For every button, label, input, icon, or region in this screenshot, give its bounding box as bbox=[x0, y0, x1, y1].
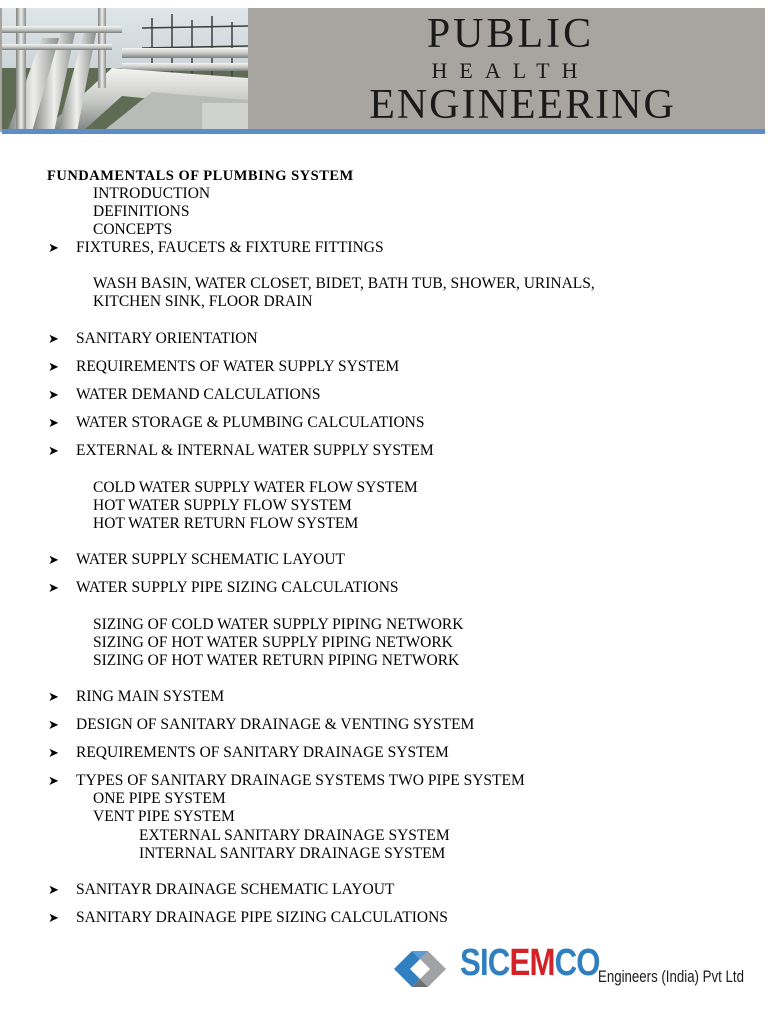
sub-sub-item: EXTERNAL SANITARY DRAINAGE SYSTEM bbox=[139, 827, 450, 844]
sub-item: HOT WATER RETURN FLOW SYSTEM bbox=[93, 515, 359, 532]
list-item: SANITAYR DRAINAGE SCHEMATIC LAYOUT bbox=[76, 881, 395, 898]
section-heading: FUNDAMENTALS OF PLUMBING SYSTEM bbox=[47, 168, 354, 184]
list-item: SANITARY DRAINAGE PIPE SIZING CALCULATIONS bbox=[76, 909, 448, 926]
arrowhead-bullet-icon: ➤ bbox=[48, 745, 59, 760]
logo-wordmark-co: CO bbox=[554, 942, 600, 984]
list-item: WATER DEMAND CALCULATIONS bbox=[76, 386, 321, 403]
arrowhead-bullet-icon: ➤ bbox=[48, 910, 59, 925]
logo-subtitle: Engineers (India) Pvt Ltd bbox=[598, 967, 744, 986]
list-item: EXTERNAL & INTERNAL WATER SUPPLY SYSTEM bbox=[76, 442, 434, 459]
sub-item: SIZING OF HOT WATER SUPPLY PIPING NETWORK bbox=[93, 634, 453, 651]
arrowhead-bullet-icon: ➤ bbox=[48, 240, 59, 255]
sub-item: SIZING OF COLD WATER SUPPLY PIPING NETWORK bbox=[93, 616, 464, 633]
sub-item: COLD WATER SUPPLY WATER FLOW SYSTEM bbox=[93, 479, 418, 496]
list-item: RING MAIN SYSTEM bbox=[76, 688, 225, 705]
arrowhead-bullet-icon: ➤ bbox=[48, 689, 59, 704]
sub-item: ONE PIPE SYSTEM bbox=[93, 790, 226, 807]
list-item: REQUIREMENTS OF SANITARY DRAINAGE SYSTEM bbox=[76, 744, 449, 761]
list-item: DESIGN OF SANITARY DRAINAGE & VENTING SYSTEM bbox=[76, 716, 475, 733]
intro-item: DEFINITIONS bbox=[93, 203, 190, 220]
sub-item: KITCHEN SINK, FLOOR DRAIN bbox=[93, 293, 313, 310]
list-item: FIXTURES, FAUCETS & FIXTURE FITTINGS bbox=[76, 239, 384, 256]
intro-item: CONCEPTS bbox=[93, 221, 173, 238]
title-public: PUBLIC bbox=[426, 11, 595, 57]
arrowhead-bullet-icon: ➤ bbox=[48, 387, 59, 402]
sub-item: SIZING OF HOT WATER RETURN PIPING NETWORK bbox=[93, 652, 460, 669]
arrowhead-bullet-icon: ➤ bbox=[48, 580, 59, 595]
list-item: WATER SUPPLY PIPE SIZING CALCULATIONS bbox=[76, 579, 399, 596]
arrowhead-bullet-icon: ➤ bbox=[48, 882, 59, 897]
sub-item: HOT WATER SUPPLY FLOW SYSTEM bbox=[93, 497, 352, 514]
title-health: HEALTH bbox=[431, 58, 590, 83]
logo-wordmark-em: EM bbox=[509, 942, 555, 984]
company-logo bbox=[392, 940, 744, 1000]
list-item: WATER SUPPLY SCHEMATIC LAYOUT bbox=[76, 551, 346, 568]
arrowhead-bullet-icon: ➤ bbox=[48, 359, 59, 374]
sub-sub-item: INTERNAL SANITARY DRAINAGE SYSTEM bbox=[139, 845, 446, 862]
logo-mark-icon bbox=[392, 944, 448, 994]
arrowhead-bullet-icon: ➤ bbox=[48, 331, 59, 346]
sub-item: WASH BASIN, WATER CLOSET, BIDET, BATH TUB, SHOWER, URINALS, bbox=[93, 275, 595, 292]
logo-wordmark bbox=[460, 942, 600, 985]
list-item: SANITARY ORIENTATION bbox=[76, 330, 258, 347]
sub-item: VENT PIPE SYSTEM bbox=[93, 808, 235, 825]
intro-item: INTRODUCTION bbox=[93, 185, 211, 202]
arrowhead-bullet-icon: ➤ bbox=[48, 773, 59, 788]
arrowhead-bullet-icon: ➤ bbox=[48, 443, 59, 458]
title-engineering: ENGINEERING bbox=[369, 82, 676, 128]
arrowhead-bullet-icon: ➤ bbox=[48, 415, 59, 430]
list-item: WATER STORAGE & PLUMBING CALCULATIONS bbox=[76, 414, 425, 431]
logo-wordmark-sic: SIC bbox=[460, 942, 510, 984]
arrowhead-bullet-icon: ➤ bbox=[48, 717, 59, 732]
list-item: TYPES OF SANITARY DRAINAGE SYSTEMS TWO PIPE SYSTEM bbox=[76, 772, 525, 789]
list-item: REQUIREMENTS OF WATER SUPPLY SYSTEM bbox=[76, 358, 400, 375]
arrowhead-bullet-icon: ➤ bbox=[48, 552, 59, 567]
